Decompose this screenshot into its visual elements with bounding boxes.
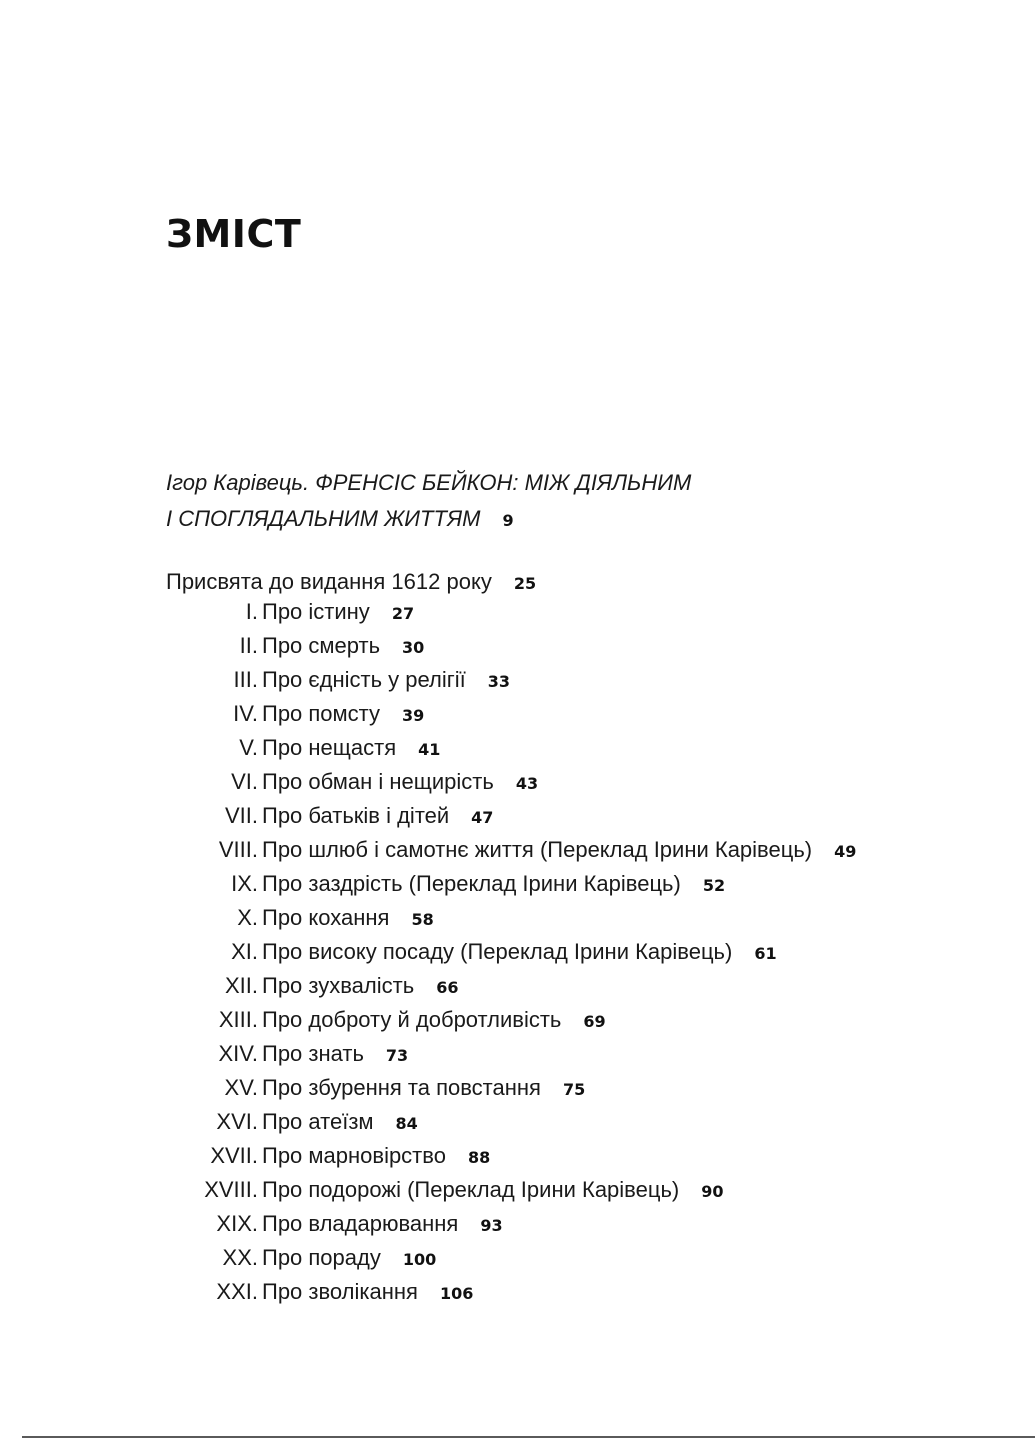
chapter-list xyxy=(166,599,856,1313)
chapter-title: Про зухвалість xyxy=(262,973,415,998)
chapter-title: Про кохання xyxy=(262,905,390,930)
chapter-title: Про батьків і дітей xyxy=(262,803,450,828)
chapter-numeral: IX. xyxy=(231,871,258,896)
chapter-title: Про зволікання xyxy=(262,1279,418,1304)
chapter-page-number: 58 xyxy=(411,910,434,929)
chapter-title: Про марновірство xyxy=(262,1143,446,1168)
chapter-numeral: III. xyxy=(233,667,258,692)
chapter-page-number: 33 xyxy=(487,672,511,691)
chapter-title: Про істину xyxy=(262,599,370,624)
intro-line-1: Ігор Карівець. ФРЕНСІС БЕЙКОН: МІЖ ДІЯЛЬНИМ xyxy=(166,470,692,495)
toc-entry[interactable] xyxy=(166,803,856,837)
chapter-page-number: 69 xyxy=(583,1012,606,1031)
chapter-page-number: 84 xyxy=(395,1114,418,1133)
chapter-numeral: XII. xyxy=(224,973,258,998)
chapter-page-number: 30 xyxy=(402,638,425,657)
chapter-page-number: 100 xyxy=(402,1250,437,1269)
page-title: ЗМІСТ xyxy=(166,212,302,256)
chapter-title: Про владарювання xyxy=(262,1211,459,1236)
toc-entry[interactable] xyxy=(166,1007,856,1041)
chapter-title: Про подорожі (Переклад Ірини Карівець) xyxy=(262,1177,680,1202)
chapter-numeral: XIII. xyxy=(218,1007,258,1032)
intro-line-2-text: І СПОГЛЯДАЛЬНИМ ЖИТТЯМ xyxy=(166,506,481,531)
toc-entry[interactable] xyxy=(166,1177,856,1211)
chapter-page-number: 73 xyxy=(385,1046,409,1065)
toc-entry[interactable] xyxy=(166,1041,856,1075)
chapter-title: Про збурення та повстання xyxy=(262,1075,541,1100)
chapter-numeral: VII. xyxy=(224,803,258,828)
chapter-page-number: 43 xyxy=(515,774,539,793)
chapter-numeral: VIII. xyxy=(218,837,258,862)
chapter-page-number: 47 xyxy=(471,808,494,827)
chapter-page-number: 41 xyxy=(418,740,441,759)
chapter-numeral: VI. xyxy=(231,769,258,794)
chapter-title: Про пораду xyxy=(262,1245,381,1270)
chapter-page-number: 88 xyxy=(467,1148,491,1167)
intro-line-2 xyxy=(166,501,691,539)
chapter-numeral: IV. xyxy=(233,701,258,726)
chapter-title: Про помсту xyxy=(262,701,380,726)
toc-entry[interactable] xyxy=(166,701,856,735)
chapter-title: Про атеїзм xyxy=(262,1109,374,1134)
toc-entry[interactable] xyxy=(166,769,856,803)
toc-entry[interactable] xyxy=(166,1075,856,1109)
toc-entry[interactable] xyxy=(166,939,856,973)
bottom-divider xyxy=(22,1436,1035,1438)
chapter-title: Про нещастя xyxy=(262,735,397,760)
chapter-page-number: 90 xyxy=(701,1182,724,1201)
chapter-page-number: 61 xyxy=(754,944,777,963)
chapter-page-number: 52 xyxy=(702,876,726,895)
toc-entry[interactable] xyxy=(166,1279,856,1313)
intro-entry[interactable] xyxy=(166,465,691,539)
chapter-title: Про знать xyxy=(262,1041,364,1066)
chapter-page-number: 75 xyxy=(562,1080,586,1099)
toc-entry[interactable] xyxy=(166,905,856,939)
chapter-numeral: XVI. xyxy=(216,1109,258,1134)
chapter-page-number: 66 xyxy=(436,978,459,997)
chapter-numeral: XV. xyxy=(224,1075,258,1100)
toc-entry[interactable] xyxy=(166,735,856,769)
toc-entry[interactable] xyxy=(166,599,856,633)
chapter-numeral: XX. xyxy=(222,1245,258,1270)
toc-entry[interactable] xyxy=(166,1245,856,1279)
chapter-numeral: X. xyxy=(237,905,258,930)
chapter-numeral: XIX. xyxy=(216,1211,258,1236)
toc-entry[interactable] xyxy=(166,633,856,667)
chapter-numeral: XI. xyxy=(231,939,258,964)
dedication-page-number: 25 xyxy=(513,574,537,593)
chapter-page-number: 93 xyxy=(480,1216,503,1235)
toc-entry[interactable] xyxy=(166,1211,856,1245)
chapter-numeral: II. xyxy=(239,633,258,658)
dedication-title: Присвята до видання 1612 року xyxy=(166,569,492,594)
toc-entry[interactable] xyxy=(166,837,856,871)
chapter-title: Про єдність у релігії xyxy=(262,667,466,692)
chapter-page-number: 27 xyxy=(391,604,415,623)
intro-page-number: 9 xyxy=(502,511,514,530)
chapter-numeral: XVII. xyxy=(210,1143,258,1168)
chapter-numeral: XIV. xyxy=(218,1041,258,1066)
chapter-numeral: XXI. xyxy=(216,1279,258,1304)
chapter-title: Про шлюб і самотнє життя (Переклад Ірини Карівець) xyxy=(262,837,813,862)
chapter-title: Про доброту й добротливість xyxy=(262,1007,562,1032)
chapter-numeral: XVIII. xyxy=(204,1177,258,1202)
toc-entry[interactable] xyxy=(166,1109,856,1143)
chapter-title: Про смерть xyxy=(262,633,381,658)
toc-entry[interactable] xyxy=(166,871,856,905)
chapter-title: Про обман і нещирість xyxy=(262,769,494,794)
chapter-numeral: V. xyxy=(239,735,258,760)
chapter-title: Про високу посаду (Переклад Ірини Карівець) xyxy=(262,939,733,964)
toc-entry[interactable] xyxy=(166,973,856,1007)
chapter-numeral: I. xyxy=(245,599,258,624)
chapter-page-number: 39 xyxy=(402,706,425,725)
chapter-title: Про заздрість (Переклад Ірини Карівець) xyxy=(262,871,681,896)
toc-entry[interactable] xyxy=(166,667,856,701)
chapter-page-number: 106 xyxy=(439,1284,474,1303)
toc-entry[interactable] xyxy=(166,1143,856,1177)
chapter-page-number: 49 xyxy=(834,842,857,861)
dedication-entry[interactable] xyxy=(166,567,536,599)
